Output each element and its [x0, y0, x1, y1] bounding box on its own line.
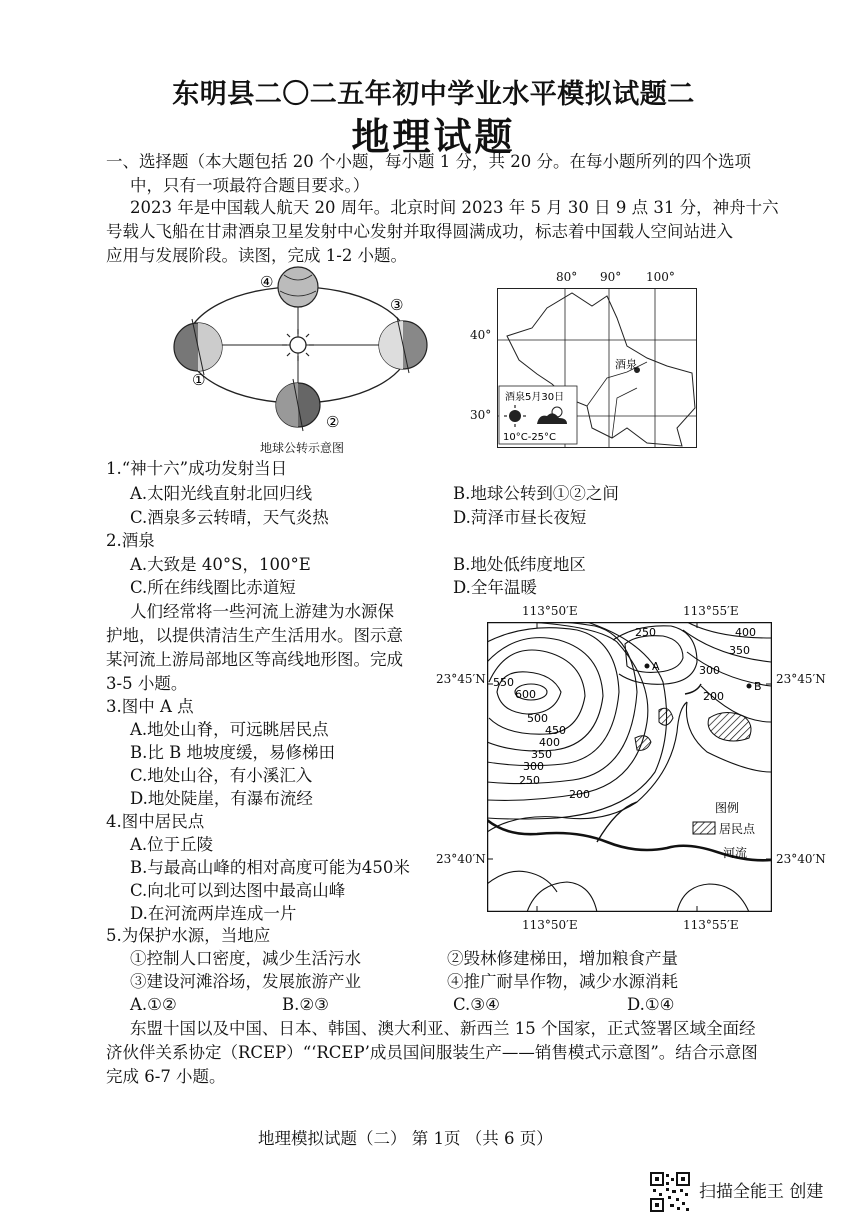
intro1-line1: 2023 年是中国载人航天 20 周年。北京时间 2023 年 5 月 30 日 9 点 31 分，神舟十六	[130, 198, 779, 217]
right-lat-label-1: 23°45′N	[776, 672, 826, 686]
q4-option-d[interactable]: D.在河流两岸连成一片	[130, 904, 297, 923]
contour-label-200-right: 200	[703, 690, 724, 703]
intro2-line2: 护地，以提供清洁生产生活用水。图示意	[106, 626, 403, 645]
intro1-line3: 应用与发展阶段。读图，完成 1-2 小题。	[106, 246, 408, 265]
contour-label-250: 250	[519, 774, 540, 787]
contour-label-300: 300	[523, 760, 544, 773]
lat-label-30: 30°	[470, 408, 492, 422]
intro2-line4: 3-5 小题。	[106, 674, 188, 693]
point-b-label: B	[754, 680, 762, 693]
right-lat-label-2: 23°40′N	[776, 852, 826, 866]
legend-title: 图例	[715, 801, 740, 815]
q5-option-a[interactable]: A.①②	[130, 995, 177, 1014]
q4-option-b[interactable]: B.与最高山峰的相对高度可能为450米	[130, 858, 410, 877]
intro3-line1: 东盟十国以及中国、日本、韩国、澳大利亚、新西兰 15 个国家，正式签署区域全面经	[130, 1019, 756, 1038]
contour-map	[487, 622, 772, 912]
earth-orbit-diagram	[170, 265, 440, 455]
intro3-line3: 完成 6-7 小题。	[106, 1067, 226, 1086]
bottom-lon-label-1: 113°50′E	[522, 918, 578, 932]
lon-label-80: 80°	[556, 270, 578, 284]
q3-stem: 3.图中 A 点	[106, 697, 194, 716]
earth-position-3-icon	[379, 317, 427, 373]
q5-option-c[interactable]: C.③④	[453, 995, 500, 1014]
section-instructions-line2: 中，只有一项最符合题目要求。）	[130, 176, 370, 195]
jiuquan-location-map	[497, 288, 697, 448]
q1-option-a[interactable]: A.太阳光线直射北回归线	[130, 484, 313, 503]
city-label: 酒泉	[615, 358, 637, 371]
q5-option-b[interactable]: B.②③	[282, 995, 329, 1014]
top-lon-label-1: 113°50′E	[522, 604, 578, 618]
orbit-mark-4: ④	[260, 273, 274, 291]
contour-label-550: 550	[493, 676, 514, 689]
legend-settlement-swatch	[693, 822, 715, 834]
contour-label-400-right: 400	[735, 626, 756, 639]
orbit-caption: 地球公转示意图	[260, 441, 345, 455]
intro1-line2: 号载人飞船在甘肃酒泉卫星发射中心发射并取得圆满成功，标志着中国载人空间站进入	[106, 222, 733, 241]
weather-title: 酒泉5月30日	[505, 392, 565, 403]
contour-label-500: 500	[527, 712, 548, 725]
contour-label-200: 200	[569, 788, 590, 801]
q5-statement-3: ③建设河滩浴场，发展旅游产业	[130, 972, 361, 991]
legend-settlement-label: 居民点	[719, 822, 756, 836]
point-a-label: A	[652, 660, 660, 673]
contour-label-300-right: 300	[699, 664, 720, 677]
left-lat-label-1: 23°45′N	[436, 672, 486, 686]
earth-position-4-icon	[278, 267, 318, 307]
intro2-line3: 某河流上游局部地区等高线地形图。完成	[106, 650, 403, 669]
point-a-dot	[645, 664, 650, 669]
contour-label-450: 450	[545, 724, 566, 737]
contour-label-250-peak: 250	[635, 626, 656, 639]
earth-position-1-icon	[174, 319, 222, 375]
q5-option-d[interactable]: D.①④	[627, 995, 675, 1014]
left-lat-label-2: 23°40′N	[436, 852, 486, 866]
orbit-mark-2: ②	[326, 413, 340, 431]
contour-label-350: 350	[531, 748, 552, 761]
exam-subtitle: 地理试题	[351, 114, 516, 159]
lat-label-40: 40°	[470, 328, 492, 342]
contour-label-350-right: 350	[729, 644, 750, 657]
q5-statement-2: ②毁林修建梯田，增加粮食产量	[447, 949, 678, 968]
sun-icon	[282, 329, 314, 361]
q1-option-b[interactable]: B.地球公转到①②之间	[453, 484, 619, 503]
q4-stem: 4.图中居民点	[106, 812, 205, 831]
bottom-lon-label-2: 113°55′E	[683, 918, 739, 932]
lon-label-90: 90°	[600, 270, 622, 284]
q4-option-c[interactable]: C.向北可以到达图中最高山峰	[130, 881, 346, 900]
q1-option-d[interactable]: D.菏泽市昼长夜短	[453, 508, 587, 527]
q2-option-b[interactable]: B.地处低纬度地区	[453, 555, 586, 574]
section-instructions-line1: 一、选择题（本大题包括 20 个小题，每小题 1 分，共 20 分。在每小题所列的四个选项	[106, 152, 751, 171]
qr-code-icon	[650, 1172, 690, 1212]
orbit-mark-1: ①	[192, 371, 206, 389]
weather-temp: 10°C-25°C	[503, 432, 557, 443]
legend-river-label: 河流	[723, 846, 748, 860]
point-b-dot	[747, 684, 752, 689]
contour-label-600: 600	[515, 688, 536, 701]
contour-label-400: 400	[539, 736, 560, 749]
q2-option-a[interactable]: A.大致是 40°S，100°E	[130, 555, 311, 574]
q2-option-d[interactable]: D.全年温暖	[453, 578, 537, 597]
top-lon-label-2: 113°55′E	[683, 604, 739, 618]
q3-option-c[interactable]: C.地处山谷，有小溪汇入	[130, 766, 313, 785]
scanner-watermark: 扫描全能王 创建	[699, 1182, 824, 1202]
q2-stem: 2.酒泉	[106, 531, 155, 550]
q5-statement-4: ④推广耐旱作物，减少水源消耗	[447, 972, 678, 991]
q3-option-a[interactable]: A.地处山脊，可远眺居民点	[130, 720, 329, 739]
q1-option-c[interactable]: C.酒泉多云转晴，天气炎热	[130, 508, 329, 527]
q2-option-c[interactable]: C.所在纬线圈比赤道短	[130, 578, 296, 597]
intro2-line1: 人们经常将一些河流上游建为水源保	[130, 602, 394, 621]
q5-stem: 5.为保护水源，当地应	[106, 926, 271, 945]
q1-stem: 1.“神十六”成功发射当日	[106, 459, 288, 478]
orbit-mark-3: ③	[390, 296, 404, 314]
q3-option-d[interactable]: D.地处陡崖，有瀑布流经	[130, 789, 313, 808]
earth-position-2-icon	[276, 379, 320, 431]
q3-option-b[interactable]: B.比 B 地坡度缓，易修梯田	[130, 743, 335, 762]
exam-title: 东明县二〇二五年初中学业水平模拟试题二	[172, 79, 695, 110]
q4-option-a[interactable]: A.位于丘陵	[130, 835, 214, 854]
page-footer: 地理模拟试题（二） 第 1页 （共 6 页）	[258, 1129, 553, 1148]
intro3-line2: 济伙伴关系协定（RCEP）“‘RCEP’成员国间服装生产——销售模式示意图”。结合示意图	[106, 1043, 758, 1062]
lon-label-100: 100°	[646, 270, 675, 284]
q5-statement-1: ①控制人口密度，减少生活污水	[130, 949, 361, 968]
